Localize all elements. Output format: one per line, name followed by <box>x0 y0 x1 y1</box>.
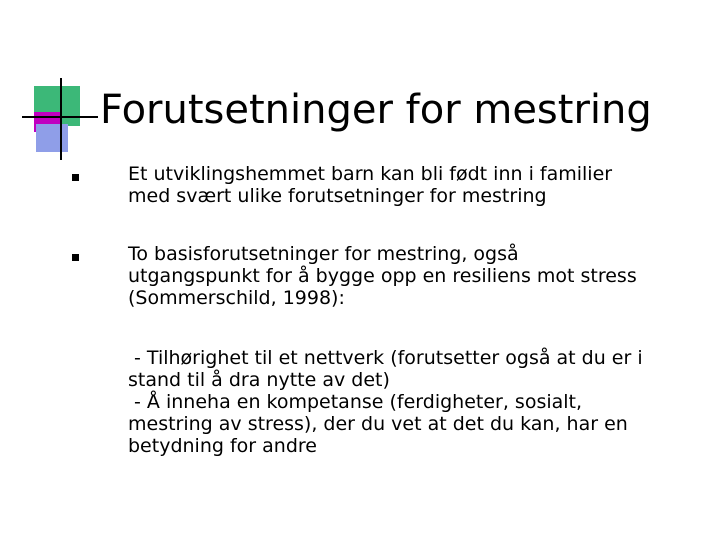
decorative-squares-logo <box>0 0 100 170</box>
slide-title: Forutsetninger for mestring <box>100 87 652 133</box>
sub-points <box>128 347 708 457</box>
bullet-2-line-3: (Sommerschild, 1998): <box>128 287 345 309</box>
bullet-marker <box>72 174 79 181</box>
sub-line-3: - Å inneha en kompetanse (ferdigheter, sosialt, <box>128 391 583 413</box>
sub-line-2: stand til å dra nytte av det) <box>128 369 390 391</box>
sub-line-5: betydning for andre <box>128 435 317 457</box>
blue-square <box>36 124 68 152</box>
bullet-marker <box>72 254 79 261</box>
bullet-2-line-2: utgangspunkt for å bygge opp en resiliens mot stress <box>128 265 637 287</box>
bullet-1-line-2: med svært ulike forutsetninger for mestring <box>128 185 547 207</box>
bullet-1-line-1: Et utviklingshemmet barn kan bli født inn i familier <box>128 163 613 185</box>
bullet-2-line-1: To basisforutsetninger for mestring, også <box>128 243 519 265</box>
bullet-text-1 <box>128 163 708 207</box>
sub-line-4: mestring av stress), der du vet at det du kan, har en <box>128 413 628 435</box>
sub-line-1: - Tilhørighet til et nettverk (forutsetter også at du er i <box>128 347 643 369</box>
bullet-text-2 <box>128 243 708 309</box>
